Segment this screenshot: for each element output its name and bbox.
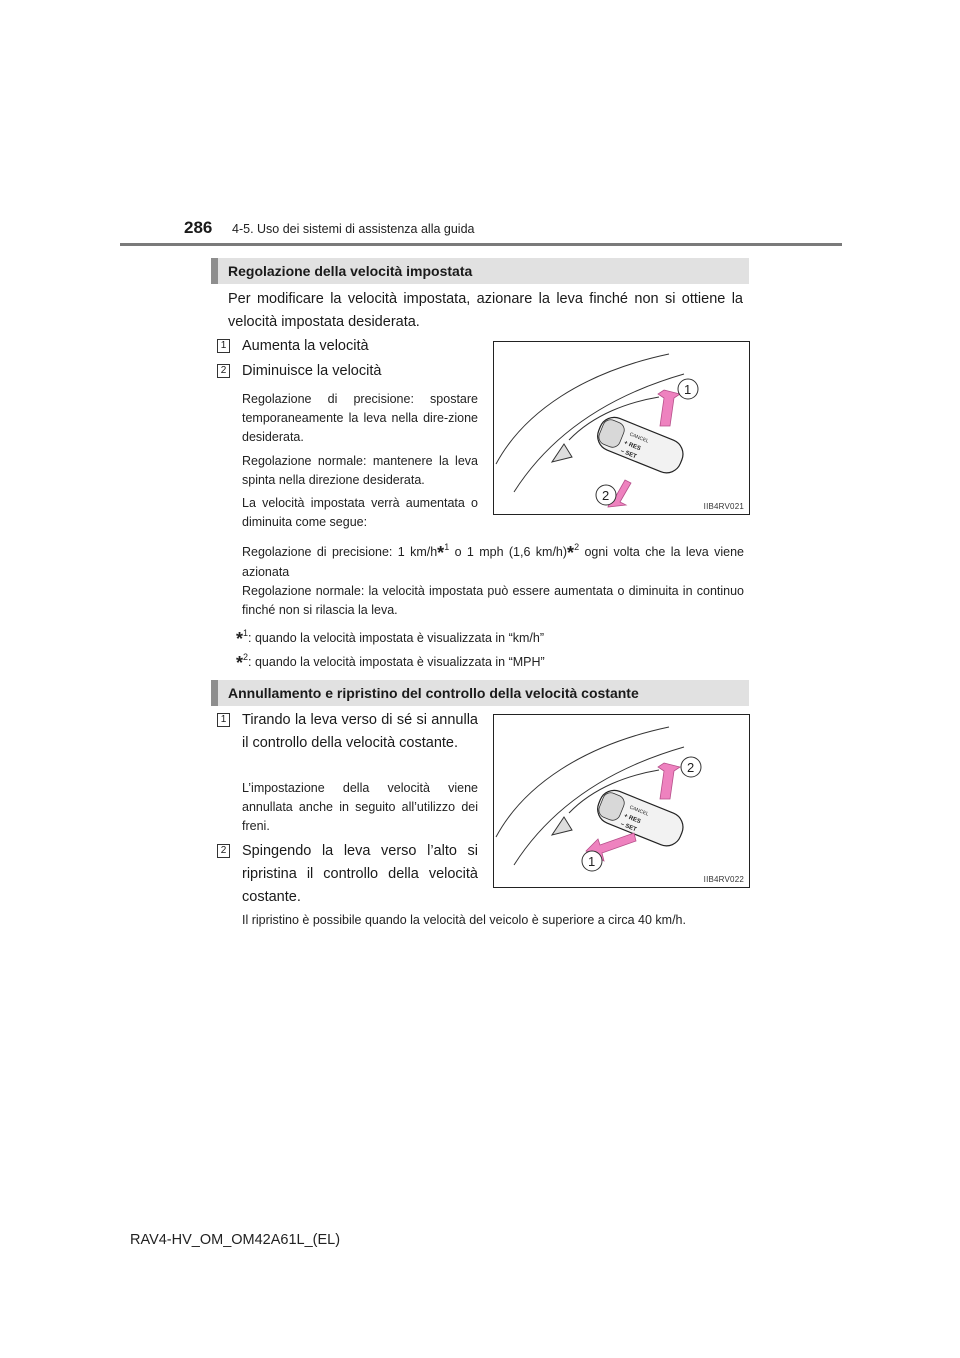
lever-illustration [494, 715, 749, 887]
fine-adjust-detail [242, 538, 744, 582]
lever-cancel-label: CANCEL [628, 431, 650, 445]
fine-adjust-text-a: Regolazione di precisione: 1 km/h [242, 545, 438, 559]
footnote-star: * [437, 543, 445, 563]
decrease-speed-item: Diminuisce la velocità [242, 363, 382, 379]
fine-adjust-text-c: ogni volta che la leva viene azionata [242, 545, 744, 579]
section1-heading: Regolazione della velocità impostata [211, 258, 749, 284]
speed-change-paragraph: La velocità impostata verrà aumentata o diminuita come segue: [242, 496, 478, 529]
figure-code: IIB4RV021 [703, 502, 744, 511]
item-number-badge: 2 [217, 364, 230, 378]
increase-speed-item: Aumenta la velocità [242, 338, 369, 354]
footnote-star: * [567, 543, 575, 563]
item-number-badge: 1 [217, 339, 230, 353]
header-rule [120, 243, 842, 246]
footnote-text: : quando la velocità impostata è visualizzata in “km/h” [248, 631, 545, 645]
fine-adjust-text-b: o 1 mph (1,6 km/h) [449, 545, 568, 559]
normal-adjust-detail: Regolazione normale: la velocità impostata può essere aumentata o diminuita in continuo finché non si rilascia la leva. [242, 584, 744, 617]
lever-res-label: + RES [622, 813, 642, 826]
footnote-2 [236, 648, 756, 673]
callout-1: 1 [684, 382, 692, 397]
footnote-star: * [236, 653, 244, 673]
footnote-star: * [236, 629, 244, 649]
section2-heading: Annullamento e ripristino del controllo della velocità costante [211, 680, 749, 706]
section1-intro: Per modificare la velocità impostata, azionare la leva finché non si ottiene la velocità impostata desiderata. [228, 291, 743, 330]
footnote-text: : quando la velocità impostata è visualizzata in “MPH” [248, 655, 545, 669]
footnote-ref-2: 2 [574, 542, 580, 552]
item-number-badge: 1 [217, 713, 230, 727]
lever-set-label: – SET [619, 448, 638, 461]
footnote-1 [236, 624, 756, 649]
callout-1: 1 [588, 854, 596, 869]
resume-item: Spingendo la leva verso l’alto si ripristina il controllo della velocità costante. [242, 843, 478, 905]
brake-cancel-note: L’impostazione della velocità viene annullata anche in seguito all’utilizzo dei freni. [242, 781, 478, 833]
document-id: RAV4-HV_OM_OM42A61L_(EL) [130, 1232, 341, 1248]
lever-illustration [494, 342, 749, 514]
figure-code: IIB4RV022 [703, 875, 744, 884]
item-number-badge: 2 [217, 844, 230, 858]
page-number: 286 [184, 218, 213, 237]
footnote-marker: 2 [243, 652, 249, 662]
callout-2: 2 [602, 488, 610, 503]
section-title: 4-5. Uso dei sistemi di assistenza alla guida [232, 222, 475, 236]
lever-res-label: + RES [622, 440, 642, 453]
cancel-item: Tirando la leva verso di sé si annulla il controllo della velocità costante. [242, 712, 478, 751]
lever-figure-adjust [493, 341, 750, 515]
arrow-up-icon [658, 763, 680, 799]
lever-figure-cancel-resume [493, 714, 750, 888]
fine-adjust-paragraph: Regolazione di precisione: spostare temporaneamente la leva nella dire-zione desiderata. [242, 392, 478, 444]
lever-set-label: – SET [619, 821, 638, 834]
callout-2: 2 [687, 760, 695, 775]
arrow-up-icon [658, 390, 680, 426]
lever-cancel-label: CANCEL [628, 804, 650, 818]
footnote-ref-1: 1 [444, 542, 450, 552]
resume-condition-note: Il ripristino è possibile quando la velocità del veicolo è superiore a circa 40 km/h. [242, 913, 686, 927]
normal-adjust-paragraph: Regolazione normale: mantenere la leva spinta nella direzione desiderata. [242, 454, 478, 487]
footnote-marker: 1 [243, 628, 249, 638]
